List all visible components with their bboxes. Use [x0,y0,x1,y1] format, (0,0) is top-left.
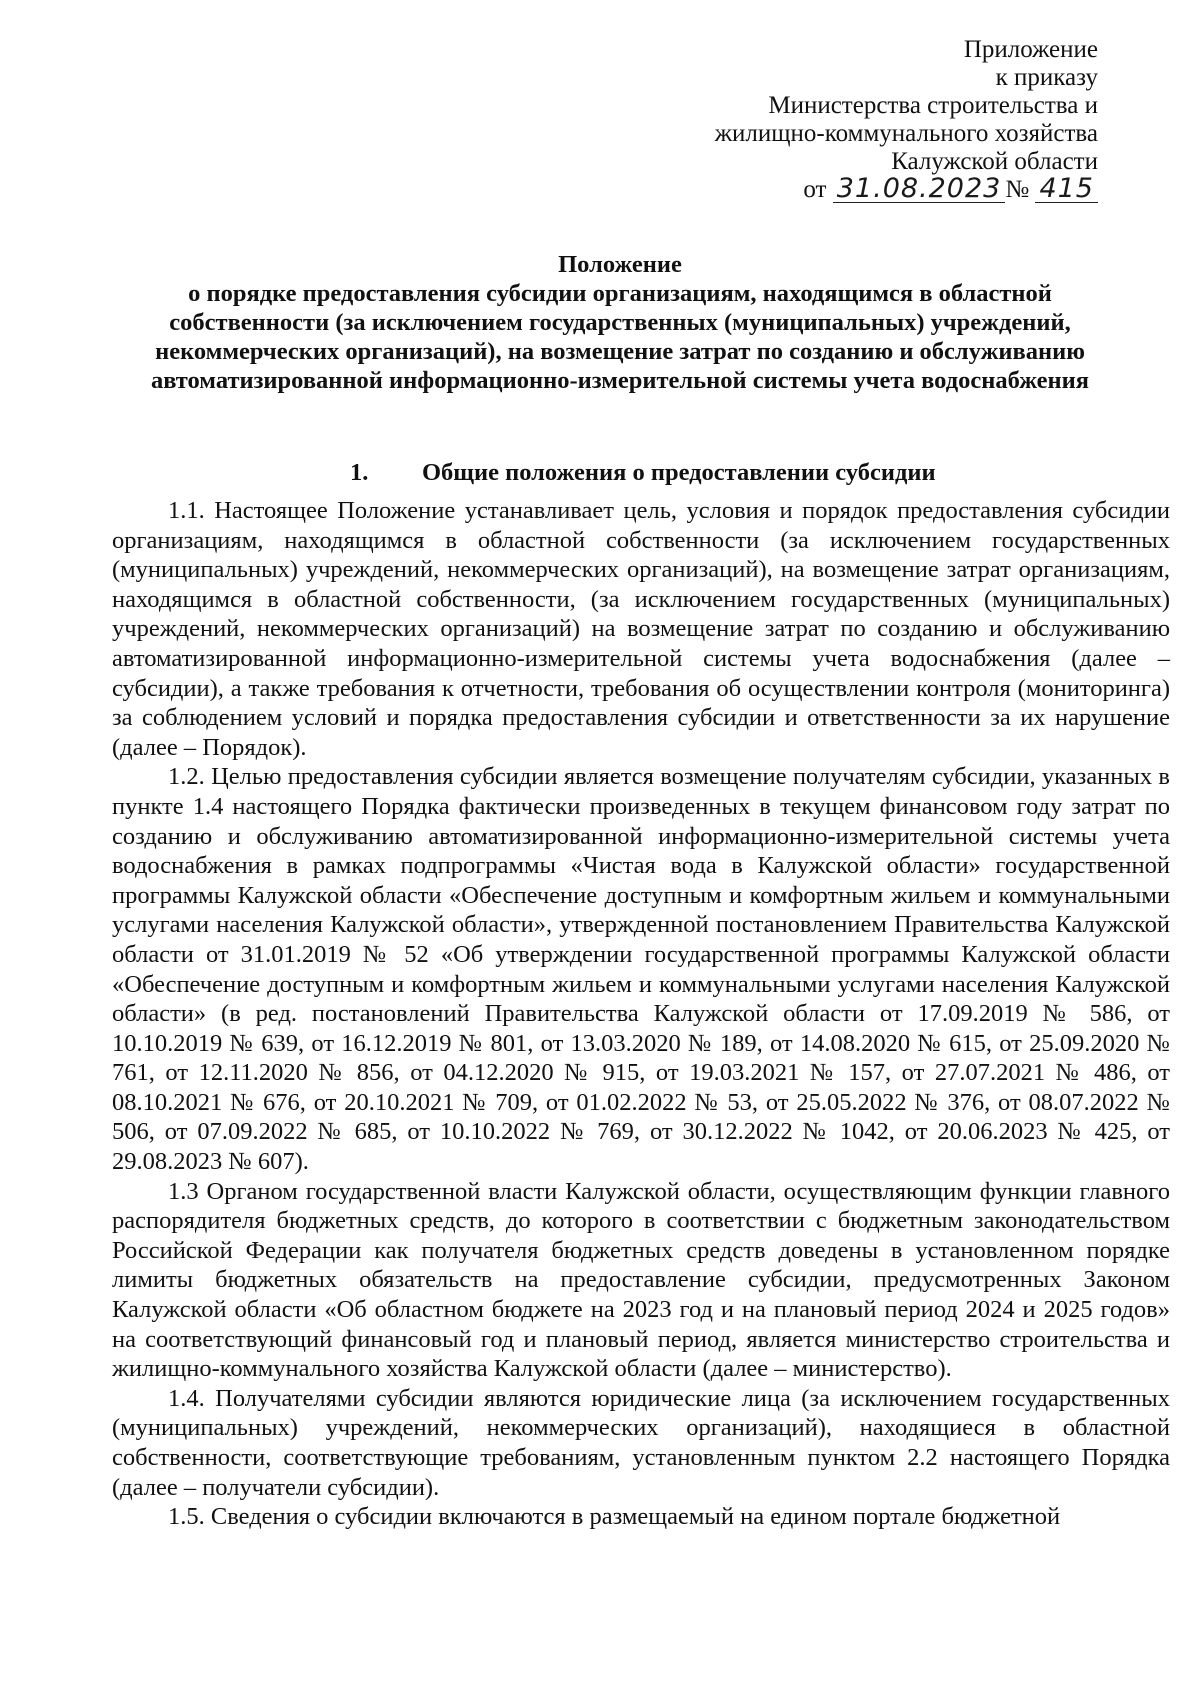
title-line-1: Положение [558,251,682,278]
section-1-title: Общие положения о предоставлении субсидии [422,459,936,486]
paragraph-1-4: 1.4. Получателями субсидии являются юридические лица (за исключением государственных (муниципальных) учреждений, некоммерческих организаций), находящиеся в областной собственности, соответствующие требованиям, установленным пунктом 2.2 настоящего Порядка (далее – получатели субсидии). [112,1384,1170,1501]
title-line-5: автоматизированной информационно-измерительной системы учета водоснабжения [150,367,1090,394]
appendix-region: Калужской области [891,148,1098,175]
paragraph-1-2: 1.2. Целью предоставления субсидии является возмещение получателям субсидии, указанных в пункте 1.4 настоящего Порядка фактически произведенных в текущем финансовом году затрат по созданию и обслуживанию автоматизированной информационно-измерительной системы учета водоснабжения в рамках подпрограммы «Чистая вода в Калужской области» государственной программы Калужской области «Обеспечение доступным и комфортным жильем и коммунальными услугами населения Калужской области», утвержденной постановлением Правительства Калужской области от 31.01.2019 № 52 «Об утверждении государственной программы Калужской области «Обеспечение доступным и комфортным жильем и коммунальными услугами населения Калужской области» (в ред. постановлений Правительства Калужской области от 17.09.2019 № 586, от 10.10.2019 № 639, от 16.12.2019 № 801, от 13.03.2020 № 189, от 14.08.2020 № 615, от 25.09.2020 № 761, от 12.11.2020 № 856, от 04.12.2020 № 915, от 19.03.2021 № 157, от 27.07.2021 № 486, от 08.10.2021 № 676, от 20.10.2021 № 709, от 01.02.2022 № 53, от 25.05.2022 № 376, от 08.07.2022 № 506, от 07.09.2022 № 685, от 10.10.2022 № 769, от 30.12.2022 № 1042, от 20.06.2023 № 425, от 29.08.2023 № 607). [112,763,1170,1176]
appendix-ministry-line2: жилищно-коммунального хозяйства [714,120,1098,147]
paragraph-1-3: 1.3 Органом государственной власти Калужской области, осуществляющим функции главного распорядителя бюджетных средств, до которого в соответствии с бюджетным законодательством Российской Федерации как получателя бюджетных средств доведены в установленном порядке лимиты бюджетных обязательств на предоставление субсидии, предусмотренных Законом Калужской области «Об областном бюджете на 2023 год и на плановый период 2024 и 2025 годов» на соответствующий финансовый год и плановый период, является министерство строительства и жилищно-коммунального хозяйства Калужской области (далее – министерство). [112,1177,1170,1383]
date-prefix: от [803,176,827,203]
title-line-2: о порядке предоставления субсидии организациям, находящимся в областной [188,280,1052,307]
document-title [120,250,1120,395]
paragraph-1-1: 1.1. Настоящее Положение устанавливает цель, условия и порядок предоставления субсидии организациям, находящимся в областной собственности (за исключением государственных (муниципальных) учреждений, некоммерческих организаций), на возмещение затрат организациям, находящимся в областной собственности, (за исключением государственных (муниципальных) учреждений, некоммерческих организаций) на возмещение затрат по созданию и обслуживанию автоматизированной информационно-измерительной системы учета водоснабжения (далее – субсидии), а также требования к отчетности, требования об осуществлении контроля (мониторинга) за соблюдением условий и порядка предоставления субсидии и ответственности за их нарушение (далее – Порядок). [112,497,1170,761]
paragraph-1-5: 1.5. Сведения о субсидии включаются в размещаемый на едином портале бюджетной [168,1503,1061,1531]
appendix-order-ref: к приказу [995,64,1098,91]
section-1-number: 1. [350,459,369,486]
handwritten-order-number: 415 [1035,176,1098,203]
order-date-line [803,173,1098,204]
title-line-3: собственности (за исключением государственных (муниципальных) учреждений, [169,309,1071,336]
appendix-header [715,36,1098,204]
handwritten-date: 31.08.2023 [833,176,1006,203]
appendix-label: Приложение [963,36,1098,63]
document-body [112,496,1170,1532]
appendix-ministry-line1: Министерства строительства и [768,92,1098,119]
number-sign: № [1005,176,1030,203]
title-line-4: некоммерческих организаций), на возмещение затрат по созданию и обслуживанию [155,338,1085,365]
